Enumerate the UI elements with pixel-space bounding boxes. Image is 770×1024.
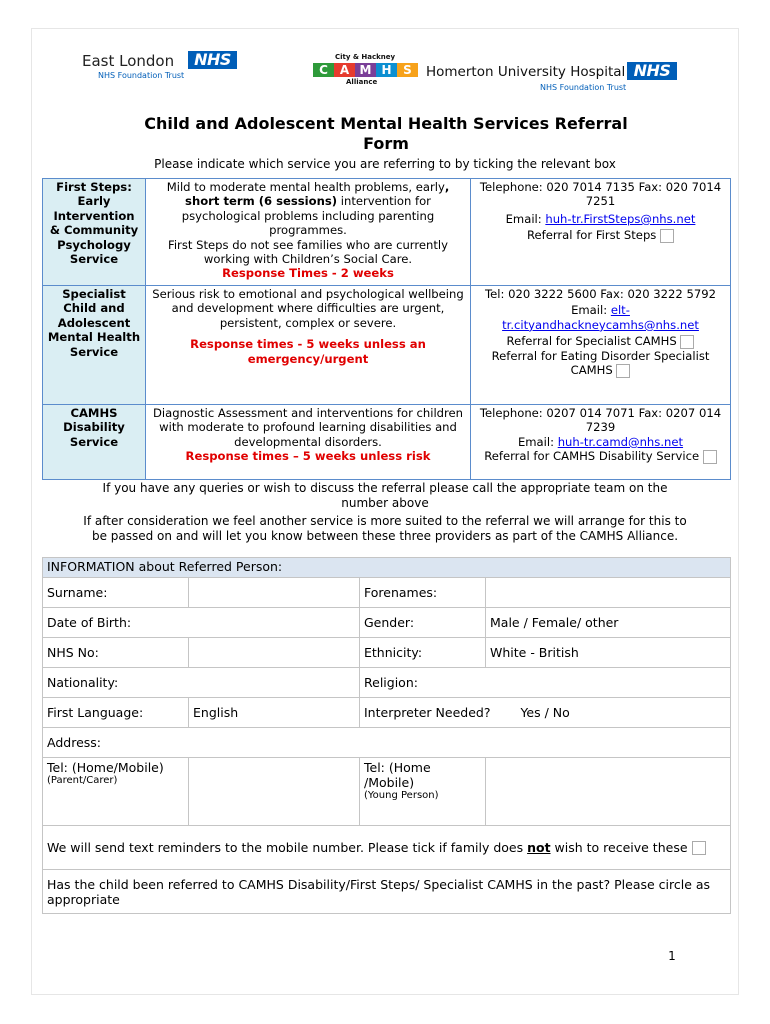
referral-label: Referral for Specialist CAMHS (506, 334, 677, 349)
ethnicity-label: Ethnicity: (360, 638, 486, 668)
desc-text: Serious risk to emotional and psychological wellbeing and development where difficulties are urgent, persistent, complex or severe. (152, 287, 464, 330)
first-language-field[interactable]: English (189, 698, 360, 728)
interpreter-field[interactable]: Yes / No (520, 705, 570, 720)
first-language-label: First Language: (43, 698, 189, 728)
email-label: Email: (571, 303, 611, 318)
camhs-letter-s: S (397, 63, 418, 77)
no-text-reminders-checkbox[interactable] (692, 841, 706, 855)
text-reminder-label: We will send text reminders to the mobile number. Please tick if family does (47, 839, 528, 855)
forenames-field[interactable] (486, 578, 731, 608)
email-label: Email: (505, 211, 546, 226)
tel-young-label-2: /Mobile) (364, 775, 415, 790)
service-description (146, 405, 471, 480)
camhs-letter-a: A (334, 63, 355, 77)
title-line-2: Form (363, 134, 409, 153)
tel-parent-label-cell (43, 758, 189, 826)
desc-bold: , short term (6 sessions) (185, 180, 450, 209)
hom-trust-name: NHS Foundation Trust (540, 83, 627, 92)
camhs-letter-c: C (313, 63, 334, 77)
surname-field[interactable] (189, 578, 360, 608)
surname-label: Surname: (43, 578, 189, 608)
referred-person-table (42, 557, 731, 914)
camhs-top-text: City & Hackney (335, 53, 396, 61)
eln-trust-name: NHS Foundation Trust (98, 71, 185, 80)
response-time: Response times – 5 weeks unless risk (185, 449, 431, 464)
text-reminder-label-end: wish to receive these (550, 839, 688, 855)
past-referral-question: Has the child been referred to CAMHS Disability/First Steps/ Specialist CAMHS in the past? Please circle as appropriate (43, 870, 731, 914)
referral-eating-disorder-checkbox[interactable] (616, 364, 630, 378)
desc-text: intervention for psychological problems including parenting programmes. (181, 194, 435, 238)
service-contact (471, 179, 731, 286)
text-reminder-cell (43, 826, 731, 870)
eln-org-name: East London (82, 52, 175, 70)
referral-label: Referral for Eating Disorder Specialist CAMHS (491, 348, 710, 378)
desc-text: Mild to moderate mental health problems, early (166, 180, 445, 194)
camhs-letter-m: M (355, 63, 376, 77)
response-time: Response Times - 2 weeks (222, 266, 394, 281)
alternative-service-note: If after consideration we feel another service is more suited to the referral we will arrange for this to be passed on and will let you know between these three providers as part of the CAMHS Alliance. (83, 514, 687, 543)
tel-young-label-1: Tel: (Home (364, 760, 431, 775)
eln-nhs-badge: NHS (188, 51, 237, 69)
interpreter-label: Interpreter Needed? (364, 705, 491, 720)
religion-label: Religion: (360, 668, 731, 698)
document-page (31, 28, 739, 995)
email-link[interactable]: huh-tr.FirstSteps@nhs.net (545, 211, 696, 226)
service-contact (471, 405, 731, 480)
address-label: Address: (43, 728, 731, 758)
service-name: First Steps: Early Intervention & Community Psychology Service (43, 179, 146, 286)
forenames-label: Forenames: (360, 578, 486, 608)
nhs-number-label: NHS No: (43, 638, 189, 668)
gender-label: Gender: (360, 608, 486, 638)
ethnicity-field[interactable]: White - British (486, 638, 731, 668)
dob-label: Date of Birth: (43, 608, 360, 638)
service-contact (471, 286, 731, 405)
interpreter-cell (360, 698, 731, 728)
referral-specialist-checkbox[interactable] (680, 335, 694, 349)
tel-parent-sub: (Parent/Carer) (47, 775, 118, 786)
nhs-number-field[interactable] (189, 638, 360, 668)
email-link[interactable]: elt-tr.cityandhackneycamhs@nhs.net (502, 303, 699, 332)
nationality-label: Nationality: (43, 668, 360, 698)
referral-label: Referral for CAMHS Disability Service (484, 449, 700, 464)
tel-parent-field[interactable] (189, 758, 360, 826)
page-title (92, 114, 680, 154)
service-name: CAMHS Disability Service (43, 405, 146, 480)
tel-young-label-cell (360, 758, 486, 826)
service-description (146, 179, 471, 286)
referral-disability-checkbox[interactable] (703, 450, 717, 464)
queries-note: If you have any queries or wish to discuss the referral please call the appropriate team on the number above (102, 481, 668, 510)
gender-field[interactable]: Male / Female/ other (486, 608, 731, 638)
camhs-alliance-logo (313, 53, 421, 89)
email-label: Email: (517, 434, 558, 449)
instruction-text: Please indicate which service you are referring to by ticking the relevant box (154, 157, 616, 171)
camhs-letters (313, 63, 418, 77)
contact-phone: Telephone: 0207 014 7071 Fax: 0207 014 7239 (479, 406, 722, 435)
referral-label: Referral for First Steps (526, 228, 657, 243)
hom-nhs-badge: NHS (627, 62, 677, 80)
service-description (146, 286, 471, 405)
response-time: Response times - 5 weeks unless an emergency/urgent (190, 337, 426, 366)
service-row-specialist (43, 286, 731, 405)
desc-extra: First Steps do not see families who are currently working with Children’s Social Care. (168, 237, 448, 267)
homerton-nhs-logo (426, 62, 686, 94)
tel-parent-label: Tel: (Home/Mobile) (47, 760, 164, 775)
camhs-letter-h: H (376, 63, 397, 77)
contact-phone: Telephone: 020 7014 7135 Fax: 020 7014 7251 (479, 180, 722, 209)
desc-text: Diagnostic Assessment and interventions for children with moderate to profound learning disabilities and developmental disorders. (152, 406, 464, 449)
hom-org-name: Homerton University Hospital (426, 64, 626, 80)
service-row-first-steps (43, 179, 731, 286)
info-section-header: INFORMATION about Referred Person: (43, 558, 731, 578)
tel-young-sub: (Young Person) (364, 790, 439, 801)
page-number: 1 (668, 949, 676, 963)
services-table (42, 178, 731, 480)
email-link[interactable]: huh-tr.camd@nhs.net (557, 434, 684, 449)
contact-phone: Tel: 020 3222 5600 Fax: 020 3222 5792 (485, 287, 716, 301)
title-line-1: Child and Adolescent Mental Health Services Referral (144, 114, 628, 133)
camhs-bottom-text: Alliance (346, 78, 378, 86)
tel-young-field[interactable] (486, 758, 731, 826)
service-row-disability (43, 405, 731, 480)
text-reminder-not: not (527, 839, 551, 855)
referral-first-steps-checkbox[interactable] (660, 229, 674, 243)
east-london-nhs-logo (82, 49, 252, 85)
service-name: Specialist Child and Adolescent Mental Health Service (43, 286, 146, 405)
